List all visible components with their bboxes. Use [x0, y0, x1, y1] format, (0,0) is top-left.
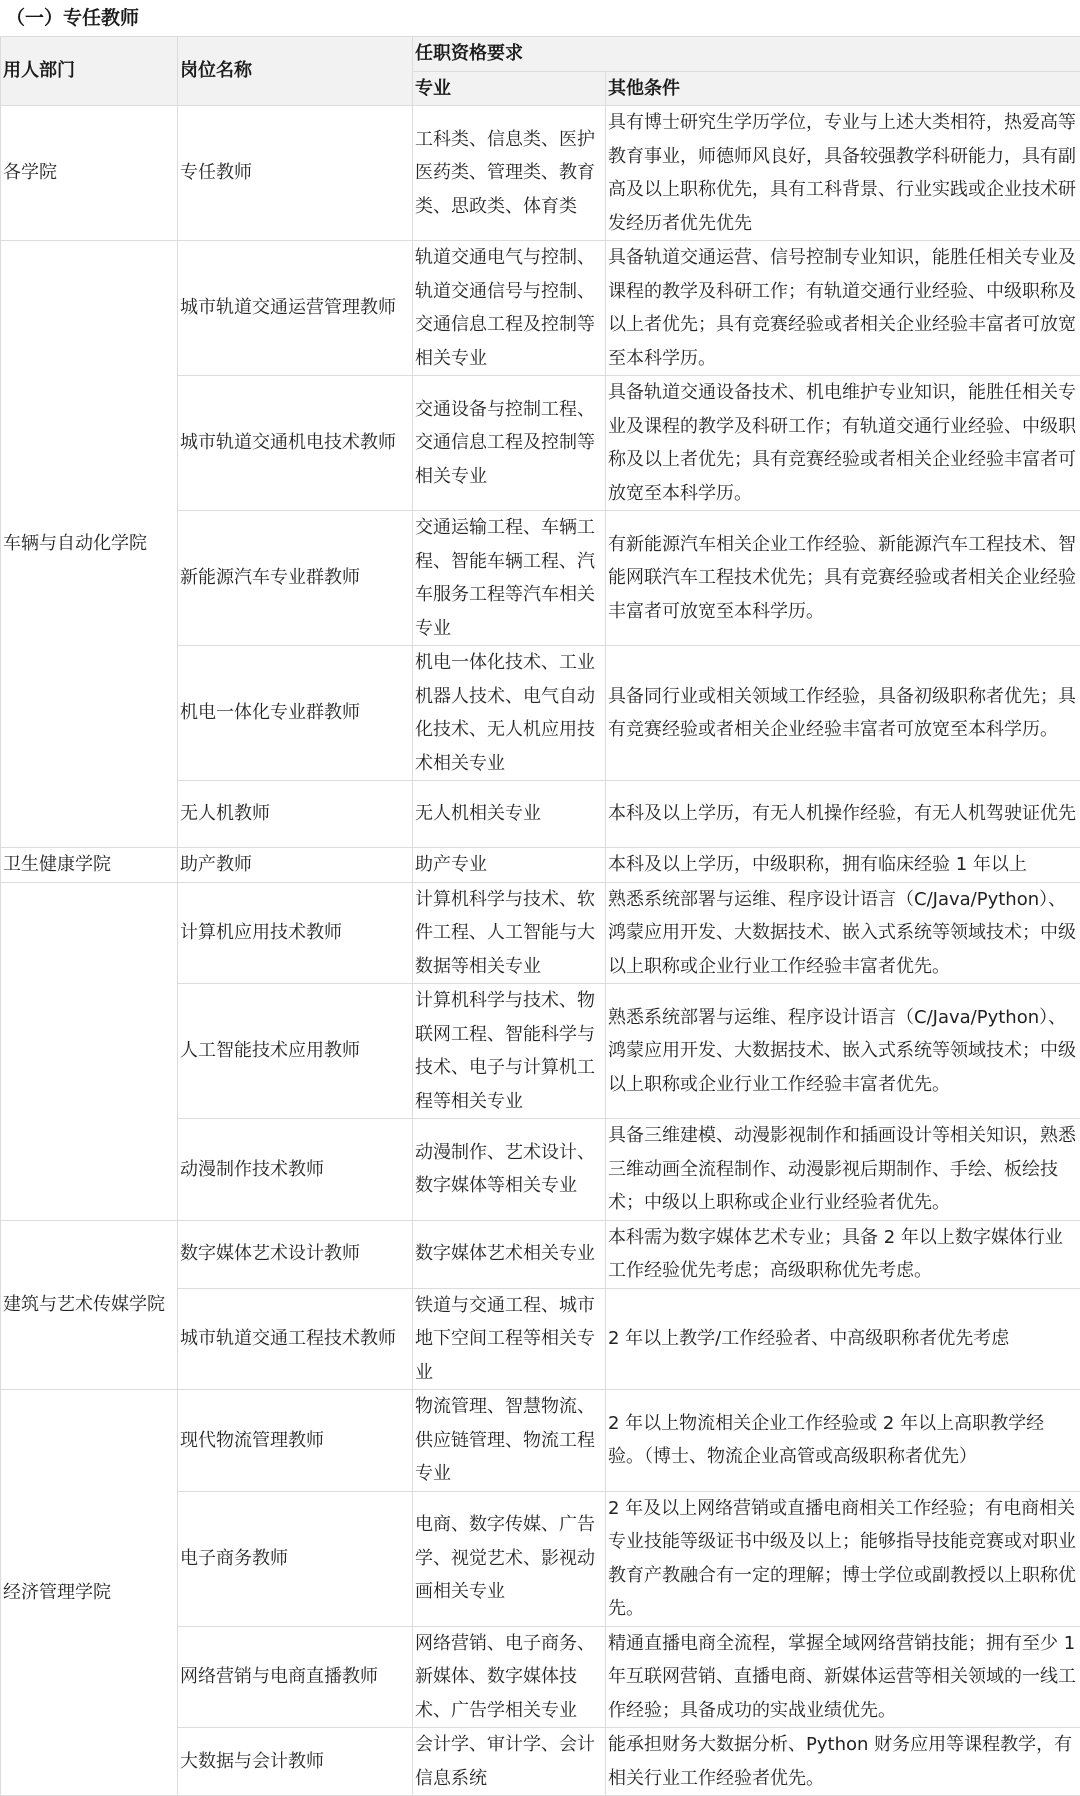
header-department: 用人部门 [1, 37, 178, 106]
teacher-requirements-table [0, 36, 1080, 1796]
other-cell: 具备同行业或相关领域工作经验，具备初级职称者优先；具有竞赛经验或者相关企业经验丰富者可放宽至本科学历。 [606, 646, 1080, 781]
other-cell: 熟悉系统部署与运维、程序设计语言（C/Java/Python）、鸿蒙应用开发、大数据技术、嵌入式系统等领域技术；中级以上职称或企业行业工作经验丰富者优先。 [606, 882, 1080, 984]
table-row [1, 106, 1080, 241]
table-row [1, 848, 1080, 883]
major-cell: 会计学、审计学、会计信息系统 [413, 1728, 606, 1796]
major-cell: 机电一体化技术、工业机器人技术、电气自动化技术、无人机应用技术相关专业 [413, 646, 606, 781]
position-cell: 专任教师 [178, 106, 413, 241]
other-cell: 有新能源汽车相关企业工作经验、新能源汽车工程技术、智能网联汽车工程技术优先；具有竞赛经验或者相关企业经验丰富者可放宽至本科学历。 [606, 511, 1080, 646]
position-cell: 计算机应用技术教师 [178, 882, 413, 984]
table-row [1, 241, 1080, 376]
major-cell: 动漫制作、艺术设计、数字媒体等相关专业 [413, 1119, 606, 1221]
position-cell: 现代物流管理教师 [178, 1390, 413, 1492]
position-cell: 城市轨道交通机电技术教师 [178, 376, 413, 511]
position-cell: 大数据与会计教师 [178, 1728, 413, 1796]
position-cell: 城市轨道交通工程技术教师 [178, 1288, 413, 1390]
header-other: 其他条件 [606, 71, 1080, 106]
table-row [1, 882, 1080, 984]
major-cell: 交通运输工程、车辆工程、智能车辆工程、汽车服务工程等汽车相关专业 [413, 511, 606, 646]
table-header-row [1, 37, 1080, 72]
department-cell: 车辆与自动化学院 [1, 241, 178, 848]
other-cell: 本科需为数字媒体艺术专业；具备 2 年以上数字媒体行业工作经验优先考虑；高级职称优先考虑。 [606, 1220, 1080, 1288]
department-cell: 卫生健康学院 [1, 848, 178, 883]
other-cell: 具备轨道交通设备技术、机电维护专业知识，能胜任相关专业及课程的教学及科研工作；有轨道交通行业经验、中级职称及以上者优先；具有竞赛经验或者相关企业经验丰富者可放宽至本科学历。 [606, 376, 1080, 511]
position-cell: 动漫制作技术教师 [178, 1119, 413, 1221]
other-cell: 2 年及以上网络营销或直播电商相关工作经验；有电商相关专业技能等级证书中级及以上；能够指导技能竞赛或对职业教育产教融合有一定的理解；博士学位或副教授以上职称优先。 [606, 1491, 1080, 1626]
major-cell: 计算机科学与技术、软件工程、人工智能与大数据等相关专业 [413, 882, 606, 984]
department-cell: 经济管理学院 [1, 1390, 178, 1796]
major-cell: 物流管理、智慧物流、供应链管理、物流工程专业 [413, 1390, 606, 1492]
position-cell: 人工智能技术应用教师 [178, 984, 413, 1119]
table-row [1, 1390, 1080, 1492]
other-cell: 2 年以上教学/工作经验者、中高级职称者优先考虑 [606, 1288, 1080, 1390]
major-cell: 数字媒体艺术相关专业 [413, 1220, 606, 1288]
position-cell: 助产教师 [178, 848, 413, 883]
position-cell: 无人机教师 [178, 781, 413, 848]
other-cell: 具备轨道交通运营、信号控制专业知识，能胜任相关专业及课程的教学及科研工作；有轨道交通行业经验、中级职称及以上者优先；具有竞赛经验或者相关企业经验丰富者可放宽至本科学历。 [606, 241, 1080, 376]
header-qualification: 任职资格要求 [413, 37, 1080, 72]
major-cell: 铁道与交通工程、城市地下空间工程等相关专业 [413, 1288, 606, 1390]
major-cell: 助产专业 [413, 848, 606, 883]
major-cell: 工科类、信息类、医护医药类、管理类、教育类、思政类、体育类 [413, 106, 606, 241]
position-cell: 机电一体化专业群教师 [178, 646, 413, 781]
other-cell: 2 年以上物流相关企业工作经验或 2 年以上高职教学经验。（博士、物流企业高管或高级职称者优先） [606, 1390, 1080, 1492]
position-cell: 城市轨道交通运营管理教师 [178, 241, 413, 376]
major-cell: 网络营销、电子商务、新媒体、数字媒体技术、广告学相关专业 [413, 1626, 606, 1728]
other-cell: 具备三维建模、动漫影视制作和插画设计等相关知识，熟悉三维动画全流程制作、动漫影视后期制作、手绘、板绘技术；中级以上职称或企业行业经验者优先。 [606, 1119, 1080, 1221]
other-cell: 本科及以上学历，中级职称，拥有临床经验 1 年以上 [606, 848, 1080, 883]
position-cell: 数字媒体艺术设计教师 [178, 1220, 413, 1288]
department-cell: 建筑与艺术传媒学院 [1, 1220, 178, 1390]
position-cell: 电子商务教师 [178, 1491, 413, 1626]
other-cell: 精通直播电商全流程，掌握全域网络营销技能；拥有至少 1 年互联网营销、直播电商、新媒体运营等相关领域的一线工作经验；具备成功的实战业绩优先。 [606, 1626, 1080, 1728]
other-cell: 本科及以上学历，有无人机操作经验，有无人机驾驶证优先 [606, 781, 1080, 848]
other-cell: 具有博士研究生学历学位，专业与上述大类相符，热爱高等教育事业，师德师风良好，具备较强教学科研能力，具有副高及以上职称优先，具有工科背景、行业实践或企业技术研发经历者优先优先 [606, 106, 1080, 241]
department-cell [1, 882, 178, 1220]
major-cell: 交通设备与控制工程、交通信息工程及控制等相关专业 [413, 376, 606, 511]
position-cell: 新能源汽车专业群教师 [178, 511, 413, 646]
major-cell: 电商、数字传媒、广告学、视觉艺术、影视动画相关专业 [413, 1491, 606, 1626]
other-cell: 熟悉系统部署与运维、程序设计语言（C/Java/Python）、鸿蒙应用开发、大数据技术、嵌入式系统等领域技术；中级以上职称或企业行业工作经验丰富者优先。 [606, 984, 1080, 1119]
table-row [1, 1220, 1080, 1288]
position-cell: 网络营销与电商直播教师 [178, 1626, 413, 1728]
major-cell: 轨道交通电气与控制、轨道交通信号与控制、交通信息工程及控制等相关专业 [413, 241, 606, 376]
major-cell: 计算机科学与技术、物联网工程、智能科学与技术、电子与计算机工程等相关专业 [413, 984, 606, 1119]
other-cell: 能承担财务大数据分析、Python 财务应用等课程教学，有相关行业工作经验者优先。 [606, 1728, 1080, 1796]
header-position: 岗位名称 [178, 37, 413, 106]
header-major: 专业 [413, 71, 606, 106]
major-cell: 无人机相关专业 [413, 781, 606, 848]
section-title: （一）专任教师 [0, 0, 1080, 36]
department-cell: 各学院 [1, 106, 178, 241]
